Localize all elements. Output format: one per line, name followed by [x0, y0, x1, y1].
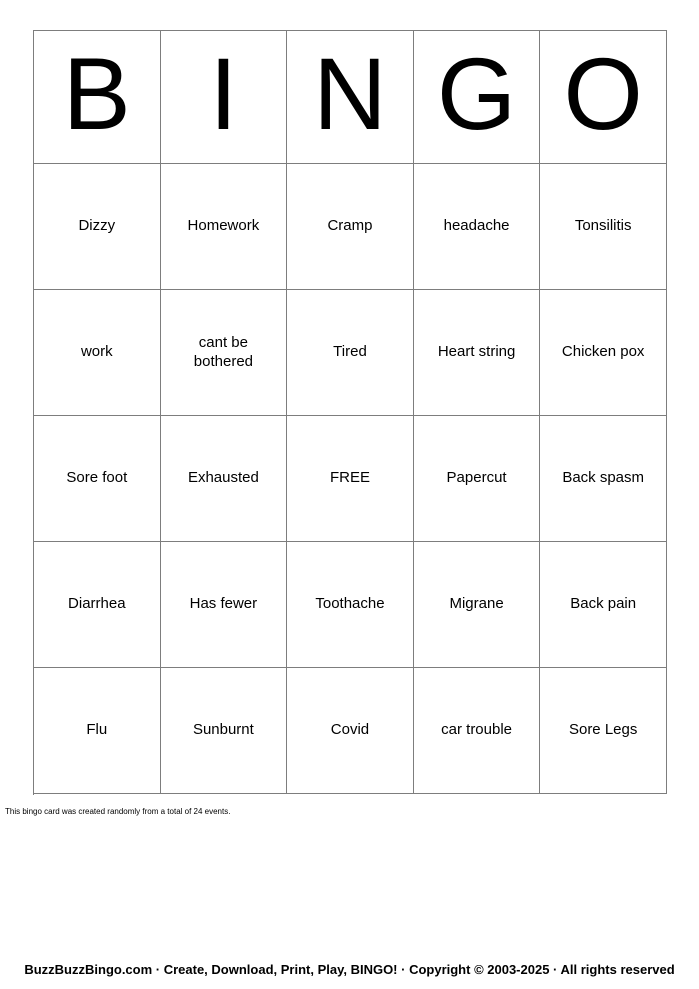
bingo-cell[interactable]	[34, 416, 161, 542]
bingo-cell-label: Flu	[86, 721, 108, 739]
bingo-cell-label: cant be bothered	[193, 333, 253, 370]
bingo-cell-free[interactable]	[287, 416, 414, 542]
bingo-row	[34, 164, 667, 290]
bingo-header-letter-i: I	[161, 31, 288, 164]
bingo-cell-label: FREE	[329, 469, 370, 487]
bingo-cell-label: Back pain	[570, 595, 637, 613]
bingo-cell-label: Toothache	[315, 595, 385, 613]
bingo-cell-label: Sore Legs	[568, 721, 638, 739]
bingo-card	[33, 30, 667, 795]
bingo-cell-label: car trouble	[441, 721, 513, 739]
bingo-cell-label: Heart string	[437, 343, 516, 361]
bingo-cell-label: Tonsilitis	[574, 217, 632, 235]
bingo-cell-label: Chicken pox	[561, 343, 645, 361]
bingo-cell[interactable]	[414, 164, 541, 290]
bingo-cell[interactable]	[161, 164, 288, 290]
bingo-cell[interactable]	[161, 416, 288, 542]
bingo-cell[interactable]	[414, 668, 541, 794]
bingo-cell-label: Diarrhea	[68, 595, 126, 613]
bingo-cell[interactable]	[34, 542, 161, 668]
bingo-cell-label: Sunburnt	[192, 721, 254, 739]
site-footer: BuzzBuzzBingo.com · Create, Download, Print, Play, BINGO! · Copyright © 2003-2025 · All rights reserved	[24, 962, 675, 977]
bingo-cell[interactable]	[287, 542, 414, 668]
card-disclaimer: This bingo card was created randomly from a total of 24 events.	[5, 807, 231, 816]
bingo-cell[interactable]	[34, 164, 161, 290]
bingo-cell-label: Covid	[330, 721, 370, 739]
bingo-cell[interactable]	[540, 542, 667, 668]
bingo-cell-label: Exhausted	[187, 469, 259, 487]
bingo-cell[interactable]	[161, 668, 288, 794]
bingo-cell[interactable]	[161, 542, 288, 668]
bingo-cell-label: Homework	[187, 217, 260, 235]
bingo-cell[interactable]	[540, 416, 667, 542]
bingo-cell[interactable]	[414, 290, 541, 416]
bingo-cell-label: Back spasm	[562, 469, 645, 487]
bingo-cell-label: Papercut	[446, 469, 507, 487]
bingo-cell-label: Dizzy	[78, 217, 116, 235]
bingo-cell[interactable]	[414, 542, 541, 668]
bingo-header-letter-b: B	[34, 31, 161, 164]
bingo-header-letter-g: G	[414, 31, 541, 164]
bingo-cell-label: Tired	[333, 343, 367, 361]
bingo-header-row	[34, 31, 667, 164]
bingo-cell[interactable]	[287, 668, 414, 794]
bingo-cell[interactable]	[540, 290, 667, 416]
bingo-cell[interactable]	[414, 416, 541, 542]
bingo-cell[interactable]	[540, 668, 667, 794]
bingo-header-letter-o: O	[540, 31, 667, 164]
bingo-cell-label: Migrane	[449, 595, 504, 613]
bingo-cell[interactable]	[287, 164, 414, 290]
bingo-cell[interactable]	[540, 164, 667, 290]
bingo-cell-label: work	[80, 343, 113, 361]
bingo-cell-label: Cramp	[327, 217, 373, 235]
bingo-cell[interactable]	[34, 290, 161, 416]
bingo-row	[34, 416, 667, 542]
bingo-cell-label: Has fewer	[189, 595, 258, 613]
bingo-row	[34, 542, 667, 668]
bingo-row	[34, 290, 667, 416]
bingo-cell-label: Sore foot	[66, 469, 128, 487]
bingo-cell[interactable]	[34, 668, 161, 794]
bingo-row	[34, 668, 667, 794]
bingo-header-letter-n: N	[287, 31, 414, 164]
bingo-cell[interactable]	[161, 290, 288, 416]
bingo-cell-label: headache	[443, 217, 510, 235]
bingo-cell[interactable]	[287, 290, 414, 416]
